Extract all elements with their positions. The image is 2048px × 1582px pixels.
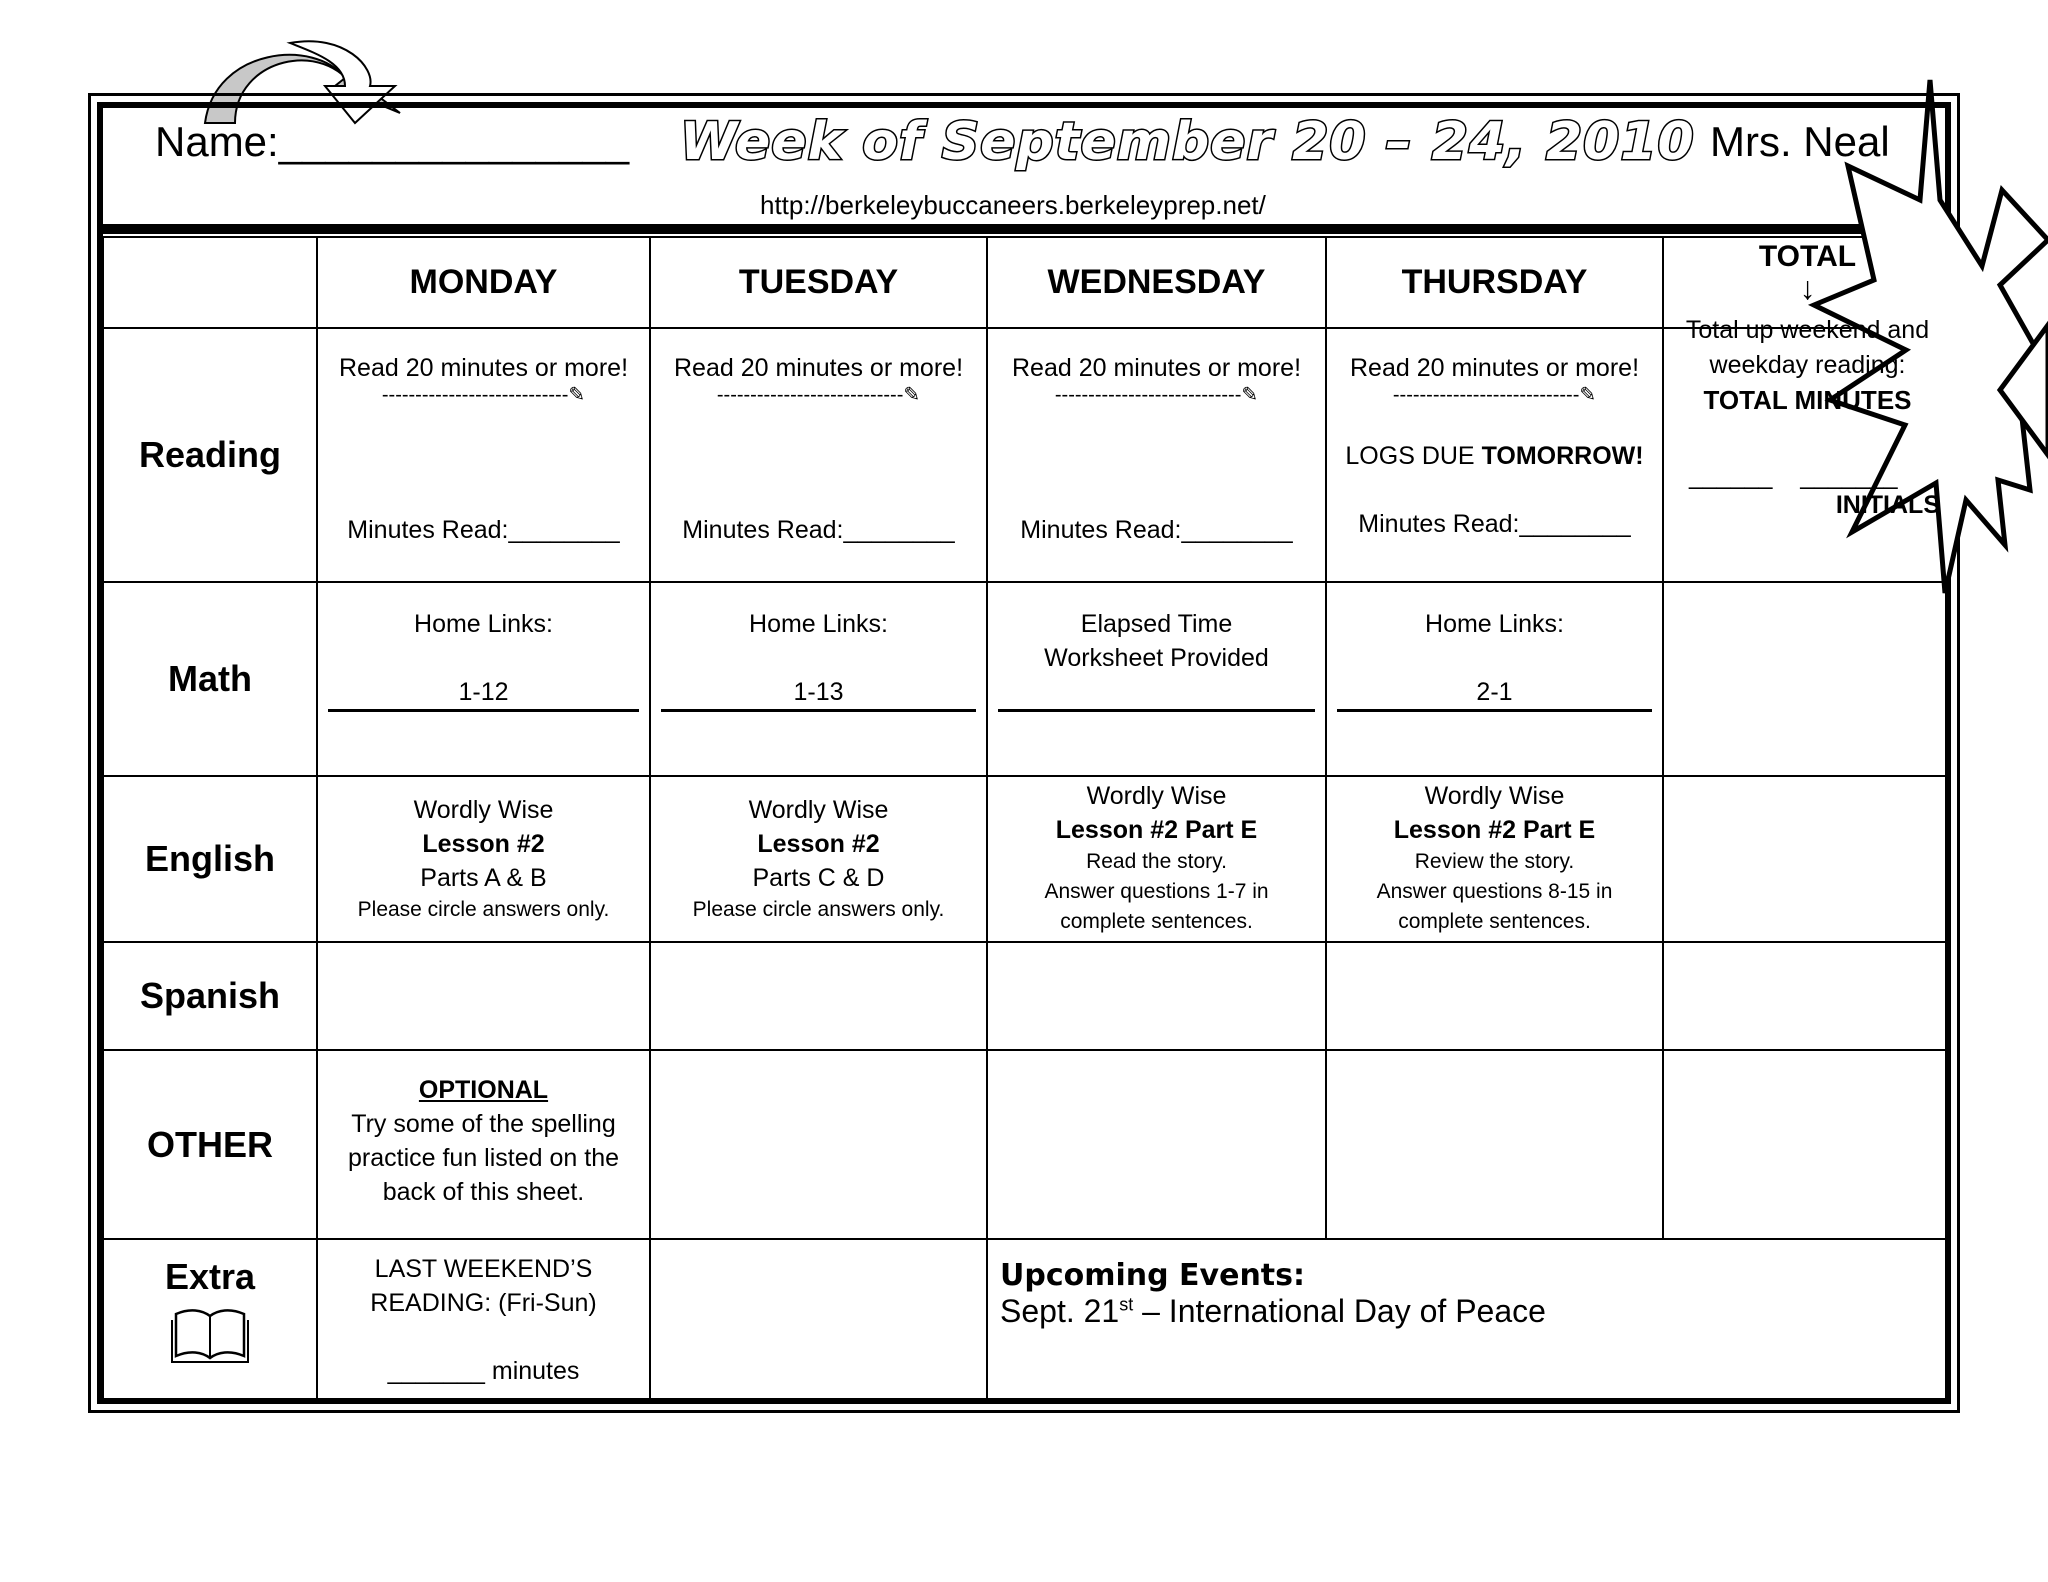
other-line: back of this sheet.	[382, 1178, 585, 1206]
teacher-name: Mrs. Neal	[1710, 118, 1890, 165]
subject-math: Math	[103, 582, 317, 776]
total-text: weekday reading:	[1709, 351, 1906, 379]
math-assignment: 1-13	[661, 641, 976, 712]
reading-wednesday	[987, 328, 1326, 582]
total-minutes-label: TOTAL MINUTES	[1703, 385, 1912, 415]
english-lesson: Lesson #2	[757, 830, 880, 858]
spanish-thursday	[1326, 942, 1663, 1050]
upcoming-events	[987, 1239, 1946, 1403]
total-label: TOTAL	[1758, 240, 1857, 273]
name-blank: _______________	[278, 118, 630, 165]
reading-dashes: ----------------------------✎	[1392, 384, 1597, 406]
book-icon	[170, 1306, 250, 1366]
math-monday	[317, 582, 650, 776]
other-line: Try some of the spelling	[351, 1110, 616, 1138]
minutes-read: Minutes Read:________	[682, 516, 955, 544]
reading-dashes: ----------------------------✎	[716, 384, 921, 406]
english-row	[103, 776, 1946, 942]
english-line: Wordly Wise	[748, 796, 889, 824]
logs-due: LOGS DUE TOMORROW!	[1345, 442, 1644, 470]
extra-tuesday	[650, 1239, 987, 1403]
corner-cell	[103, 237, 317, 328]
english-thursday	[1326, 776, 1663, 942]
extra-row	[103, 1239, 1946, 1403]
english-note: Answer questions 1-7 in	[1044, 880, 1269, 903]
day-wednesday: WEDNESDAY	[987, 237, 1326, 328]
minutes-read: Minutes Read:________	[347, 516, 620, 544]
subject-spanish: Spanish	[103, 942, 317, 1050]
pencil-icon: ✎	[1241, 384, 1259, 406]
math-label: Elapsed Time	[1080, 610, 1233, 638]
english-parts: Parts C & D	[752, 864, 885, 892]
page-title: Week of September 20 – 24, 2010	[680, 112, 1695, 172]
subject-extra-cell	[103, 1239, 317, 1403]
english-note: complete sentences.	[1060, 910, 1253, 933]
math-assignment: 1-12	[328, 641, 639, 712]
subject-other: OTHER	[103, 1050, 317, 1239]
pencil-icon: ✎	[903, 384, 921, 406]
english-tuesday	[650, 776, 987, 942]
down-arrow-icon: ↓	[1799, 270, 1816, 306]
reading-dashes: ----------------------------✎	[1054, 384, 1259, 406]
english-wednesday	[987, 776, 1326, 942]
english-line: Wordly Wise	[1086, 782, 1227, 810]
reading-tuesday	[650, 328, 987, 582]
english-line: Wordly Wise	[1424, 782, 1565, 810]
optional-label: OPTIONAL	[418, 1076, 549, 1104]
total-blanks: ______ _______	[1689, 462, 1898, 490]
english-line: Wordly Wise	[413, 796, 554, 824]
other-tuesday	[650, 1050, 987, 1239]
events-title: Upcoming Events:	[1000, 1258, 1305, 1293]
pencil-icon: ✎	[568, 384, 586, 406]
english-note: Read the story.	[1086, 850, 1227, 873]
initials-label: INITIALS	[1835, 491, 1940, 519]
other-line: practice fun listed on the	[348, 1144, 619, 1172]
extra-line: LAST WEEKEND’S	[374, 1255, 593, 1283]
reading-instruction: Read 20 minutes or more!	[338, 354, 629, 382]
day-thursday: THURSDAY	[1326, 237, 1663, 328]
reading-dashes: ----------------------------✎	[381, 384, 586, 406]
reading-instruction: Read 20 minutes or more!	[1011, 354, 1302, 382]
reading-monday	[317, 328, 650, 582]
math-label: Home Links:	[414, 610, 553, 638]
extra-line: READING: (Fri-Sun)	[370, 1289, 597, 1317]
english-note: complete sentences.	[1398, 910, 1591, 933]
minutes-read: Minutes Read:________	[1020, 516, 1293, 544]
math-label: Home Links:	[1425, 610, 1564, 638]
spanish-row	[103, 942, 1946, 1050]
math-label: Home Links:	[749, 610, 888, 638]
pencil-icon: ✎	[1579, 384, 1597, 406]
other-row	[103, 1050, 1946, 1239]
math-assignment: Worksheet Provided	[998, 641, 1315, 712]
other-total	[1663, 1050, 1946, 1239]
event-item: Sept. 21st – International Day of Peace	[1000, 1293, 1546, 1329]
english-lesson: Lesson #2 Part E	[1055, 816, 1258, 844]
english-lesson: Lesson #2 Part E	[1393, 816, 1596, 844]
english-lesson: Lesson #2	[422, 830, 545, 858]
minutes-read: Minutes Read:________	[1358, 510, 1631, 538]
class-url: http://berkeleybuccaneers.berkeleyprep.net/	[760, 190, 1266, 220]
math-wednesday	[987, 582, 1326, 776]
spanish-total	[1663, 942, 1946, 1050]
weekend-minutes: _______ minutes	[387, 1357, 580, 1385]
english-note: Review the story.	[1414, 850, 1575, 873]
math-tuesday	[650, 582, 987, 776]
math-assignment: 2-1	[1337, 641, 1652, 712]
other-thursday	[1326, 1050, 1663, 1239]
reading-instruction: Read 20 minutes or more!	[1349, 354, 1640, 382]
spanish-monday	[317, 942, 650, 1050]
english-note: Please circle answers only.	[692, 898, 945, 921]
extra-monday	[317, 1239, 650, 1403]
english-note: Please circle answers only.	[357, 898, 610, 921]
subject-english: English	[103, 776, 317, 942]
day-monday: MONDAY	[317, 237, 650, 328]
name-label: Name:	[155, 118, 279, 165]
english-parts: Parts A & B	[420, 864, 547, 892]
other-monday	[317, 1050, 650, 1239]
day-tuesday: TUESDAY	[650, 237, 987, 328]
total-text: Total up weekend and	[1685, 316, 1930, 344]
name-field	[155, 118, 629, 166]
english-monday	[317, 776, 650, 942]
english-note: Answer questions 8-15 in	[1376, 880, 1613, 903]
other-wednesday	[987, 1050, 1326, 1239]
spanish-tuesday	[650, 942, 987, 1050]
subject-reading: Reading	[103, 328, 317, 582]
spanish-wednesday	[987, 942, 1326, 1050]
total-callout	[1665, 240, 1950, 520]
reading-instruction: Read 20 minutes or more!	[673, 354, 964, 382]
english-total	[1663, 776, 1946, 942]
subject-extra: Extra	[164, 1256, 256, 1297]
